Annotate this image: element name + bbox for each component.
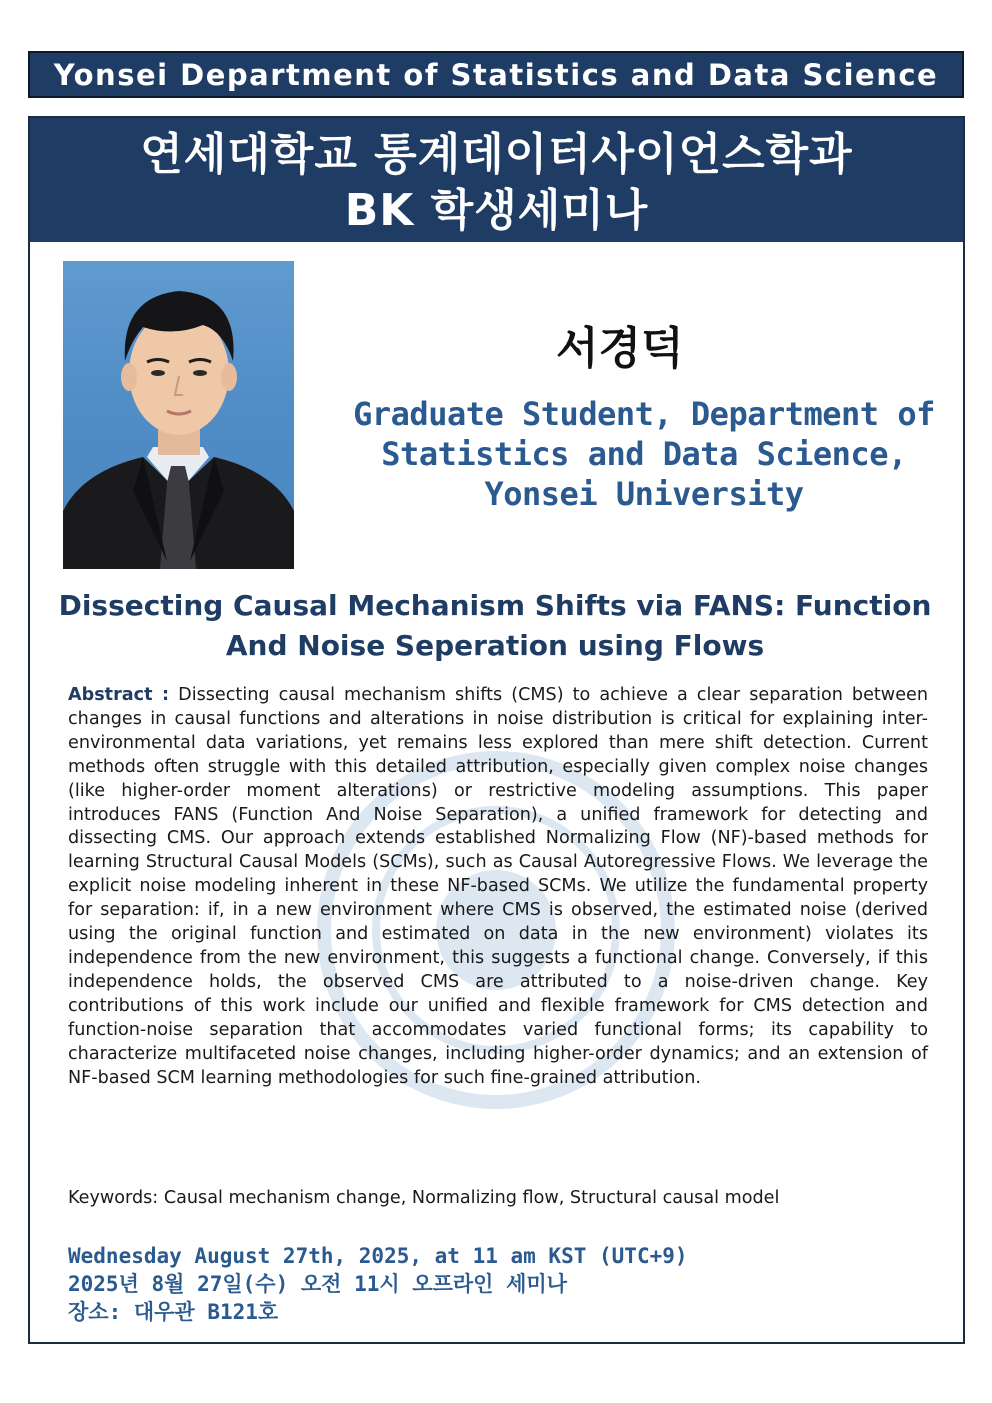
speaker-photo xyxy=(63,261,294,569)
abstract xyxy=(68,684,928,1090)
talk-title: Dissecting Causal Mechanism Shifts via FANS: Function And Noise Seperation using Flows xyxy=(58,589,932,662)
keywords: Keywords: Causal mechanism change, Normalizing flow, Structural causal model xyxy=(68,1188,780,1208)
poster-frame xyxy=(28,116,965,1344)
speaker-affiliation xyxy=(330,394,958,514)
speaker-name: 서경덕 xyxy=(556,323,684,374)
abstract-text: Dissecting causal mechanism shifts (CMS) to achieve a clear separation between changes in causal functions and alterations in noise distribution is critical for explaining inter-environmental data variations, yet remains less explored than mere shift detection. Current methods often struggle with this detailed attribution, especially given complex noise changes (like higher-order moment alterations) or restrictive modeling assumptions. This paper introduces FANS (Function And Noise Separation), a unified framework for detecting and dissecting CMS. Our approach extends established Normalizing Flow (NF)-based methods for learning Structural Causal Models (SCMs), such as Causal Autoregressive Flows. We leverage the explicit noise modeling inherent in these NF-based SCMs. We utilize the fundamental property for separation: if, in a new environment where CMS is observed, the estimated noise (derived using the original function and estimated on data in the new environment) violates its independence from the new environment, this suggests a functional change. Conversely, if this independence holds, the observed CMS are attributed to a noise-driven change. Key contributions of this work include our unified and flexible framework for CMS detection and function-noise separation that accommodates varied functional forms; its capability to characterize multifaceted noise changes, including higher-order dynamics; and an extension of NF-based SCM learning methodologies for such fine-grained attribution. xyxy=(68,685,928,1088)
affiliation-line: Yonsei University xyxy=(484,475,804,513)
event-location: 장소: 대우관 B121호 xyxy=(68,1300,279,1324)
speaker-portrait-illustration xyxy=(63,261,294,569)
event-datetime-korean: 2025년 8월 27일(수) 오전 11시 오프라인 세미나 xyxy=(68,1272,567,1296)
department-banner: Yonsei Department of Statistics and Data Science xyxy=(28,51,964,98)
affiliation-line: Statistics and Data Science, xyxy=(381,435,907,473)
event-datetime-english: Wednesday August 27th, 2025, at 11 am KST (UTC+9) xyxy=(68,1244,688,1268)
seminar-title-korean: 연세대학교 통계데이터사이언스학과 xyxy=(140,129,853,180)
affiliation-line: Graduate Student, Department of xyxy=(353,395,935,433)
seminar-title-block xyxy=(30,118,963,242)
abstract-label: Abstract : xyxy=(68,685,170,705)
seminar-subtitle: BK 학생세미나 xyxy=(344,185,649,236)
event-details xyxy=(68,1242,928,1326)
